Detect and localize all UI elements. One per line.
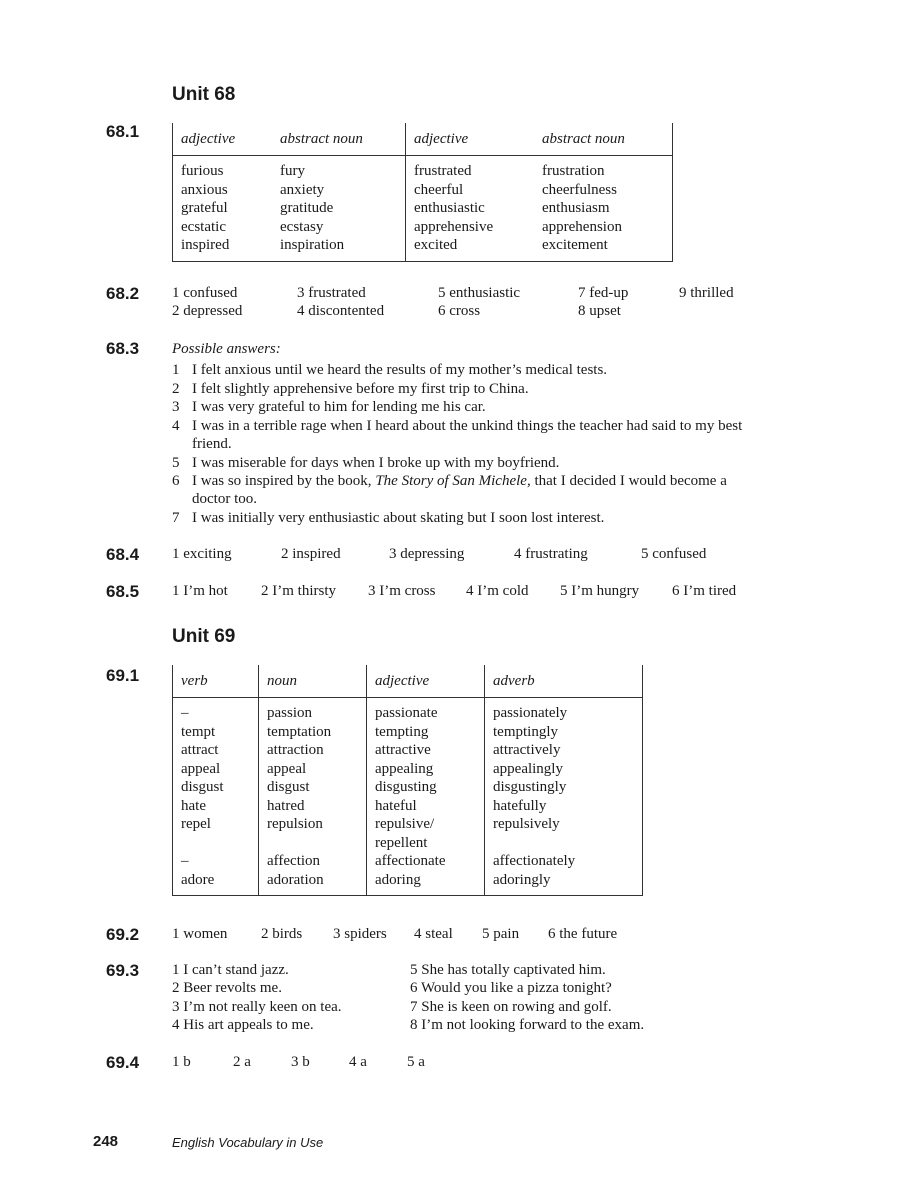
table-cell: attractive [367, 741, 485, 760]
table-row [173, 156, 673, 181]
table-cell: hatefully [485, 797, 643, 816]
table-cell: inspired [173, 236, 273, 261]
table-cell: adoration [259, 871, 367, 896]
table-cell: – [173, 698, 259, 723]
answer-item: 3 I’m not really keen on tea. [172, 999, 342, 1015]
table-68-1 [172, 123, 673, 262]
col-header: adjective [367, 665, 485, 698]
answer-item: 5 I’m hungry [560, 583, 640, 599]
table-row [173, 236, 673, 261]
col-header: adjective [173, 123, 273, 156]
answer-item: 1 exciting [172, 546, 232, 562]
answer-item: 4 steal [414, 926, 453, 942]
table-cell: frustration [534, 156, 673, 181]
table-cell: passion [259, 698, 367, 723]
table-row [173, 797, 643, 816]
table-cell: grateful [173, 199, 273, 218]
col-header: adjective [406, 123, 535, 156]
table-cell: affectionate [367, 852, 485, 871]
table-cell: gratitude [280, 200, 334, 216]
table-cell: appealingly [485, 760, 643, 779]
answer-item: 2 Beer revolts me. [172, 980, 282, 996]
col-header: abstract noun [534, 123, 673, 156]
table-cell: disgustingly [485, 778, 643, 797]
table-row [173, 741, 643, 760]
table-cell: hatred [259, 797, 367, 816]
table-cell: apprehensive [406, 218, 535, 237]
table-cell: ecstatic [173, 218, 273, 237]
table-cell: hateful [367, 797, 485, 816]
answer-item: 4 discontented [297, 303, 385, 319]
table-cell: furious [173, 156, 273, 181]
table-cell: attraction [259, 741, 367, 760]
table-cell: enthusiasm [534, 199, 673, 218]
table-cell: attract [173, 741, 259, 760]
answer-item: 4 a [349, 1054, 367, 1070]
table-cell: disgusting [367, 778, 485, 797]
table-cell: anxious [173, 181, 273, 200]
table-cell: appeal [259, 760, 367, 779]
book-title-footer: English Vocabulary in Use [172, 1135, 324, 1150]
table-cell: repulsive/ [367, 815, 485, 834]
table-cell: enthusiastic [406, 199, 535, 218]
exercise-69-4-number: 69.4 [106, 1053, 140, 1072]
exercise-68-2-number: 68.2 [106, 284, 140, 303]
answer-item: 6 Would you like a pizza tonight? [410, 980, 612, 996]
col-header: verb [173, 665, 259, 698]
answer-item: 6 the future [548, 926, 618, 942]
table-cell [485, 834, 643, 853]
table-row [173, 760, 643, 779]
possible-answers-label: Possible answers: [172, 341, 281, 357]
table-cell: inspiration [280, 237, 345, 253]
table-row [173, 698, 643, 723]
answer-item: 3 I’m cross [368, 583, 436, 599]
table-cell: temptation [259, 723, 367, 742]
col-header: adverb [485, 665, 643, 698]
answer-item: 3 b [291, 1054, 310, 1070]
unit-69-title: Unit 69 [172, 626, 236, 647]
answer-item: 5 She has totally captivated him. [410, 962, 606, 978]
answer-item: 1 I’m hot [172, 583, 228, 599]
table-cell: anxiety [280, 181, 325, 198]
table-cell: tempt [173, 723, 259, 742]
table-cell: disgust [173, 778, 259, 797]
table-row [173, 218, 673, 237]
exercise-68-1-number: 68.1 [106, 122, 140, 141]
table-cell: excitement [534, 236, 673, 261]
table-row [173, 852, 643, 871]
table-cell: disgust [259, 778, 367, 797]
answer-item: 6 I’m tired [672, 583, 737, 599]
table-row [173, 723, 643, 742]
exercise-68-3-number: 68.3 [106, 339, 140, 358]
table-cell: passionately [485, 698, 643, 723]
col-header: noun [259, 665, 367, 698]
table-cell: repel [173, 815, 259, 834]
answer-item: 7 She is keen on rowing and golf. [410, 999, 612, 1015]
table-cell: – [173, 852, 259, 871]
answer-item: 5 enthusiastic [438, 285, 521, 301]
table-cell: apprehension [534, 218, 673, 237]
table-cell [259, 834, 367, 853]
table-cell: repulsively [485, 815, 643, 834]
answer-item: 1 confused [172, 285, 238, 301]
answer-item: 3 depressing [389, 546, 465, 562]
book-title: The Story of San Michele, [375, 473, 531, 489]
table-cell: hate [173, 797, 259, 816]
answer-item: 2 inspired [281, 546, 341, 562]
answer-item: 9 thrilled [679, 285, 734, 301]
answer-item: 1 b [172, 1054, 191, 1070]
exercise-69-3-number: 69.3 [106, 961, 140, 980]
table-cell: ecstasy [280, 218, 324, 235]
table-cell: adore [173, 871, 259, 896]
answer-item: 1 women [172, 926, 228, 942]
answer-item: 5 pain [482, 926, 520, 942]
table-cell: adoring [367, 871, 485, 896]
table-cell: adoringly [485, 871, 643, 896]
exercise-69-1-number: 69.1 [106, 666, 140, 685]
answer-item: 4 I’m cold [466, 583, 529, 599]
table-row [173, 199, 673, 218]
col-header: abstract noun [272, 123, 406, 156]
answer-item: 6 cross [438, 303, 481, 319]
table-cell: cheerfulness [534, 181, 673, 200]
table-cell: frustrated [406, 156, 535, 181]
table-row [173, 778, 643, 797]
table-cell: repellent [367, 834, 485, 853]
table-cell: appeal [173, 760, 259, 779]
table-cell [173, 834, 259, 853]
unit-68-title: Unit 68 [172, 84, 236, 105]
exercise-69-2-number: 69.2 [106, 925, 140, 944]
answer-item: 3 frustrated [297, 285, 366, 301]
answer-item: 2 a [233, 1054, 251, 1070]
table-cell: repulsion [259, 815, 367, 834]
table-cell: fury [280, 163, 305, 179]
exercise-68-4-number: 68.4 [106, 545, 140, 564]
answer-item: 8 upset [578, 303, 621, 319]
table-cell: cheerful [406, 181, 535, 200]
answer-item: 4 His art appeals to me. [172, 1017, 314, 1033]
table-cell: appealing [367, 760, 485, 779]
table-row [173, 871, 643, 896]
answer-item: 2 birds [261, 926, 303, 942]
exercise-68-5-number: 68.5 [106, 582, 140, 601]
answer-item: 5 confused [641, 546, 707, 562]
answer-item: 3 spiders [333, 926, 387, 942]
table-cell: temptingly [485, 723, 643, 742]
answer-item: 5 a [407, 1054, 425, 1070]
page-number: 248 [93, 1133, 119, 1150]
table-row [173, 181, 673, 200]
table-cell: affectionately [485, 852, 643, 871]
answer-item: 7 fed-up [578, 285, 629, 301]
table-row [173, 834, 643, 853]
answer-item: 8 I’m not looking forward to the exam. [410, 1017, 645, 1033]
table-row [173, 815, 643, 834]
answer-item: 2 I’m thirsty [261, 583, 336, 599]
answer-item: 1 I can’t stand jazz. [172, 962, 289, 978]
table-cell: tempting [367, 723, 485, 742]
table-cell: passionate [367, 698, 485, 723]
answer-item: 2 depressed [172, 303, 243, 319]
answer-item: 4 frustrating [514, 546, 588, 562]
table-cell: excited [406, 236, 535, 261]
table-69-1 [172, 665, 643, 896]
table-cell: affection [259, 852, 367, 871]
table-cell: attractively [485, 741, 643, 760]
